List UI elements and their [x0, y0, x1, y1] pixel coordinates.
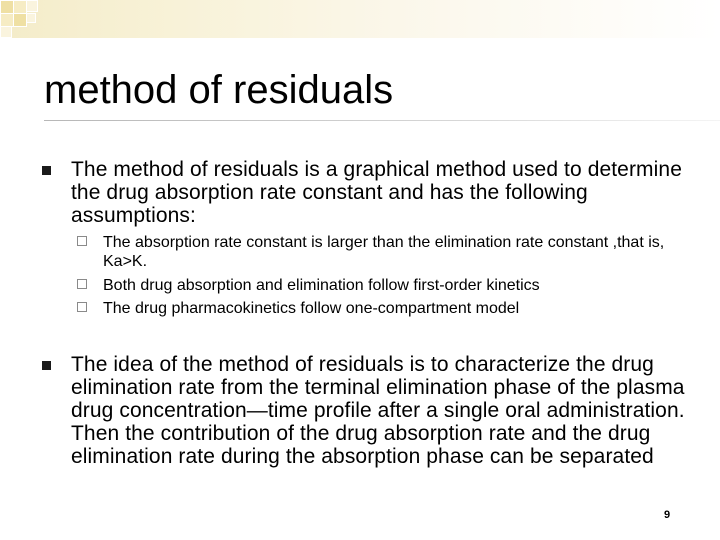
- square-bullet-icon: [42, 361, 51, 370]
- page-number: 9: [664, 509, 671, 521]
- hollow-square-bullet-icon: [77, 236, 87, 246]
- slide-title: method of residuals: [44, 68, 394, 112]
- sub-bullet-item: [103, 299, 693, 318]
- sub-bullet-text: Both drug absorption and elimination follow first-order kinetics: [103, 277, 540, 294]
- sub-bullet-text: The drug pharmacokinetics follow one-compartment model: [103, 300, 520, 317]
- deco-square: [26, 0, 38, 12]
- bullet-item: [71, 158, 691, 227]
- title-divider: [44, 120, 720, 121]
- deco-square: [0, 26, 12, 38]
- bullet-item: [71, 353, 691, 468]
- deco-square: [0, 13, 14, 27]
- square-bullet-icon: [42, 166, 51, 175]
- deco-square: [0, 0, 14, 14]
- header-band: [0, 0, 720, 38]
- sub-bullet-item: [103, 233, 693, 271]
- sub-bullet-item: [103, 276, 693, 295]
- bullet-text: The method of residuals is a graphical method used to determine the drug absorption rate constant and has the following assumptions:: [71, 158, 682, 227]
- bullet-text: The idea of the method of residuals is to characterize the drug elimination rate from the terminal elimination phase of the plasma drug concentration—time profile after a single oral administration. Then the contribution of the drug absorption rate and the drug elimination rate during the absorption phase can be separated: [71, 353, 685, 468]
- deco-square: [13, 13, 27, 27]
- decorative-squares: [0, 0, 60, 50]
- sub-bullet-text: The absorption rate constant is larger than the elimination rate constant ,that is, Ka>K.: [103, 234, 665, 270]
- deco-square: [13, 0, 27, 14]
- deco-square: [26, 13, 36, 23]
- hollow-square-bullet-icon: [77, 279, 87, 289]
- hollow-square-bullet-icon: [77, 302, 87, 312]
